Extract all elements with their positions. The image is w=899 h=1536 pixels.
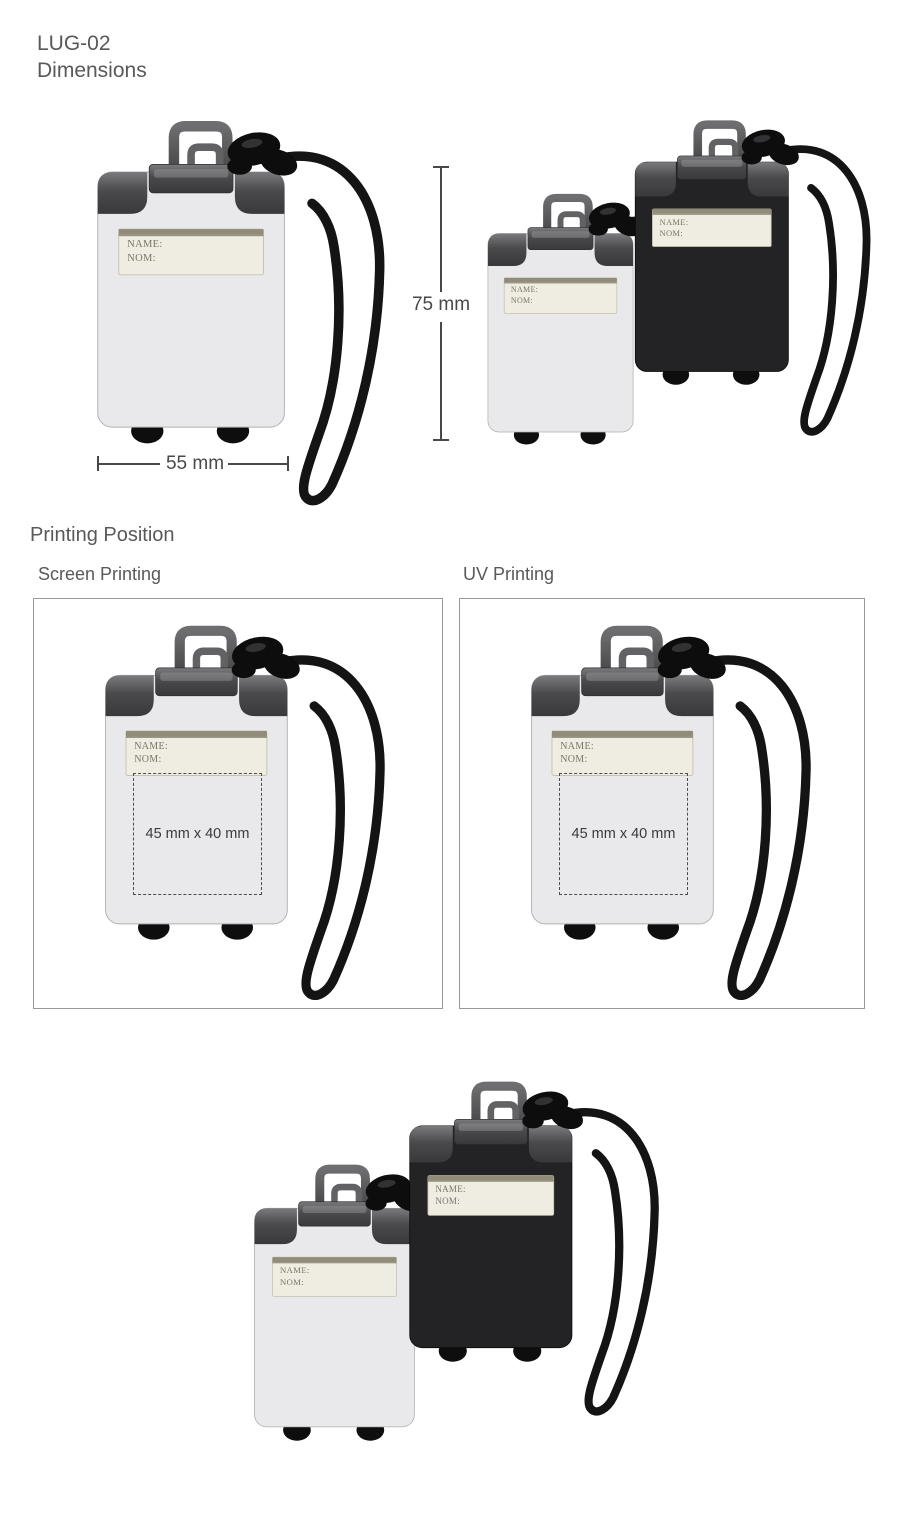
name-line-2: NOM:: [127, 253, 156, 265]
name-label: [280, 1265, 395, 1288]
tag-body: [635, 125, 788, 385]
tag-body: [255, 1169, 415, 1441]
name-line-1: NAME:: [435, 1183, 466, 1194]
name-label: [435, 1184, 552, 1208]
name-label: [511, 285, 615, 306]
height-dim-line-lower: [440, 322, 442, 439]
luggage-tag-graphic: [403, 1073, 668, 1437]
name-label: [660, 217, 770, 239]
name-line-1: NAME:: [510, 285, 539, 295]
name-line-1: NAME:: [134, 741, 168, 753]
height-dim-label: 75 mm: [411, 294, 471, 315]
luggage-tag-black-front: [629, 112, 879, 456]
luggage-tag-white-hero: [90, 111, 395, 530]
name-line-2: NOM:: [279, 1276, 304, 1287]
name-line-2: NOM:: [435, 1195, 461, 1206]
print-area-label: 45 mm x 40 mm: [145, 825, 250, 842]
name-line-2: NOM:: [134, 754, 162, 766]
print-area-box: [559, 773, 688, 895]
screen-printing-title: Screen Printing: [38, 564, 162, 584]
width-dim-right-cap: [287, 456, 289, 471]
product-code: LUG-02: [37, 32, 111, 55]
tag-body: [488, 198, 633, 445]
luggage-tag-graphic: [90, 111, 395, 530]
name-label: [127, 238, 261, 266]
page-header: [37, 30, 147, 84]
luggage-tag-uv-printing: [524, 616, 821, 1024]
name-line-2: NOM:: [560, 754, 588, 766]
name-line-2: NOM:: [659, 227, 683, 238]
height-dim-line-upper: [440, 168, 442, 292]
print-area-label: 45 mm x 40 mm: [571, 825, 676, 842]
luggage-tag-graphic: [629, 112, 879, 456]
tag-body: [98, 126, 285, 443]
name-line-2: NOM:: [510, 295, 533, 305]
print-area-box: [133, 773, 262, 895]
name-line-1: NAME:: [659, 216, 689, 227]
luggage-tag-screen-printing: [98, 616, 395, 1024]
printing-position-title: Printing Position: [30, 524, 175, 546]
uv-printing-title: UV Printing: [463, 564, 555, 584]
name-label: [560, 740, 691, 766]
name-line-1: NAME:: [560, 741, 594, 753]
width-dim-line-left: [99, 463, 160, 465]
width-dim-label: 55 mm: [165, 453, 225, 474]
name-line-1: NAME:: [279, 1265, 310, 1276]
tag-body: [410, 1086, 572, 1361]
width-dim-line-right: [228, 463, 287, 465]
luggage-tag-black-front-bottom: [403, 1073, 668, 1437]
height-dim-bottom-cap: [433, 439, 449, 441]
name-line-1: NAME:: [127, 239, 163, 251]
page-subtitle: Dimensions: [37, 59, 147, 82]
name-label: [134, 740, 265, 766]
